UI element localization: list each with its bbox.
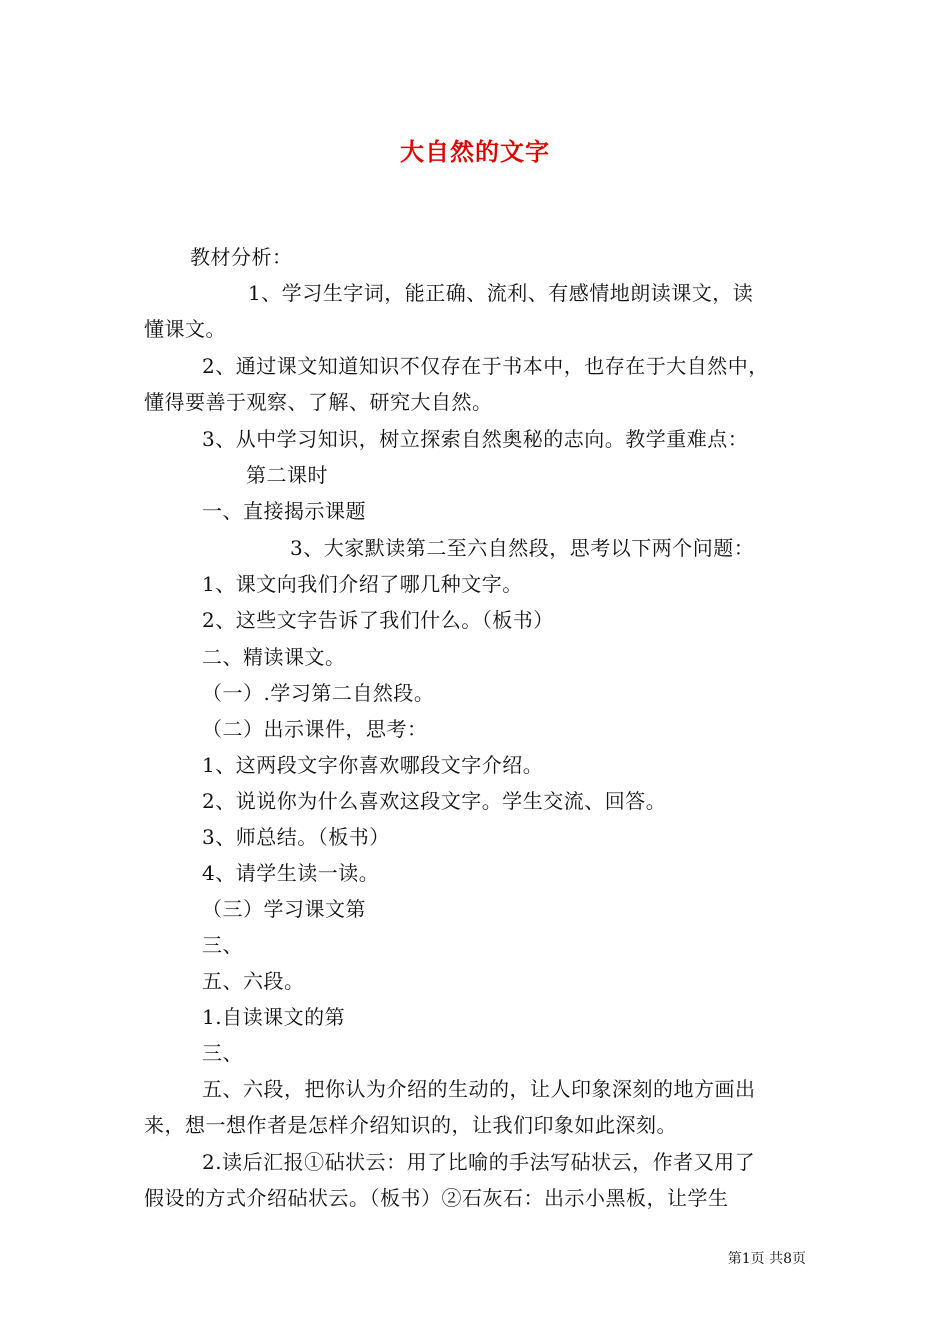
text-line: 2、通过课文知道知识不仅存在于书本中，也存在于大自然中， <box>202 354 769 378</box>
text-line: 第二课时 <box>246 463 328 487</box>
text-line: 来，想一想作者是怎样介绍知识的，让我们印象如此深刻。 <box>144 1113 677 1137</box>
document-title: 大自然的文字 <box>400 138 550 166</box>
text-line: 1、学习生字词，能正确、流利、有感情地朗读课文，读 <box>248 281 754 305</box>
text-line: 懂得要善于观察、了解、研究大自然。 <box>144 390 493 414</box>
text-line: 3、大家默读第二至六自然段，思考以下两个问题： <box>290 536 755 560</box>
text-line: 一、直接揭示课题 <box>202 499 366 523</box>
text-line: 2、说说你为什么喜欢这段文字。学生交流、回答。 <box>202 789 667 813</box>
text-line: （一）.学习第二自然段。 <box>202 681 435 705</box>
text-line: 3、师总结。（板书） <box>202 825 390 849</box>
text-line: 二、精读课文。 <box>202 645 346 669</box>
text-line: 4、请学生读一读。 <box>202 861 380 885</box>
text-line: 2.读后汇报①砧状云：用了比喻的手法写砧状云，作者又用了 <box>202 1150 756 1174</box>
text-line: 教材分析： <box>190 245 293 269</box>
text-line: 五、六段，把你认为介绍的生动的，让人印象深刻的地方画出 <box>202 1077 756 1101</box>
page-number: 第1页 共8页 <box>727 1251 806 1267</box>
text-line: （三）学习课文第 <box>202 897 366 921</box>
text-line: 五、六段。 <box>202 969 305 993</box>
text-line: 懂课文。 <box>144 317 226 341</box>
text-line: 3、从中学习知识，树立探索自然奥秘的志向。教学重难点： <box>202 427 749 451</box>
text-line: （二）出示课件，思考： <box>202 717 428 741</box>
text-line: 1、这两段文字你喜欢哪段文字介绍。 <box>202 753 544 777</box>
text-line: 三、 <box>202 933 243 957</box>
text-line: 1.自读课文的第 <box>202 1005 346 1029</box>
text-line: 假设的方式介绍砧状云。（板书）②石灰石：出示小黑板，让学生 <box>144 1186 729 1210</box>
text-line: 2、这些文字告诉了我们什么。（板书） <box>202 608 554 632</box>
text-line: 1、课文向我们介绍了哪几种文字。 <box>202 572 523 596</box>
text-line: 三、 <box>202 1041 243 1065</box>
